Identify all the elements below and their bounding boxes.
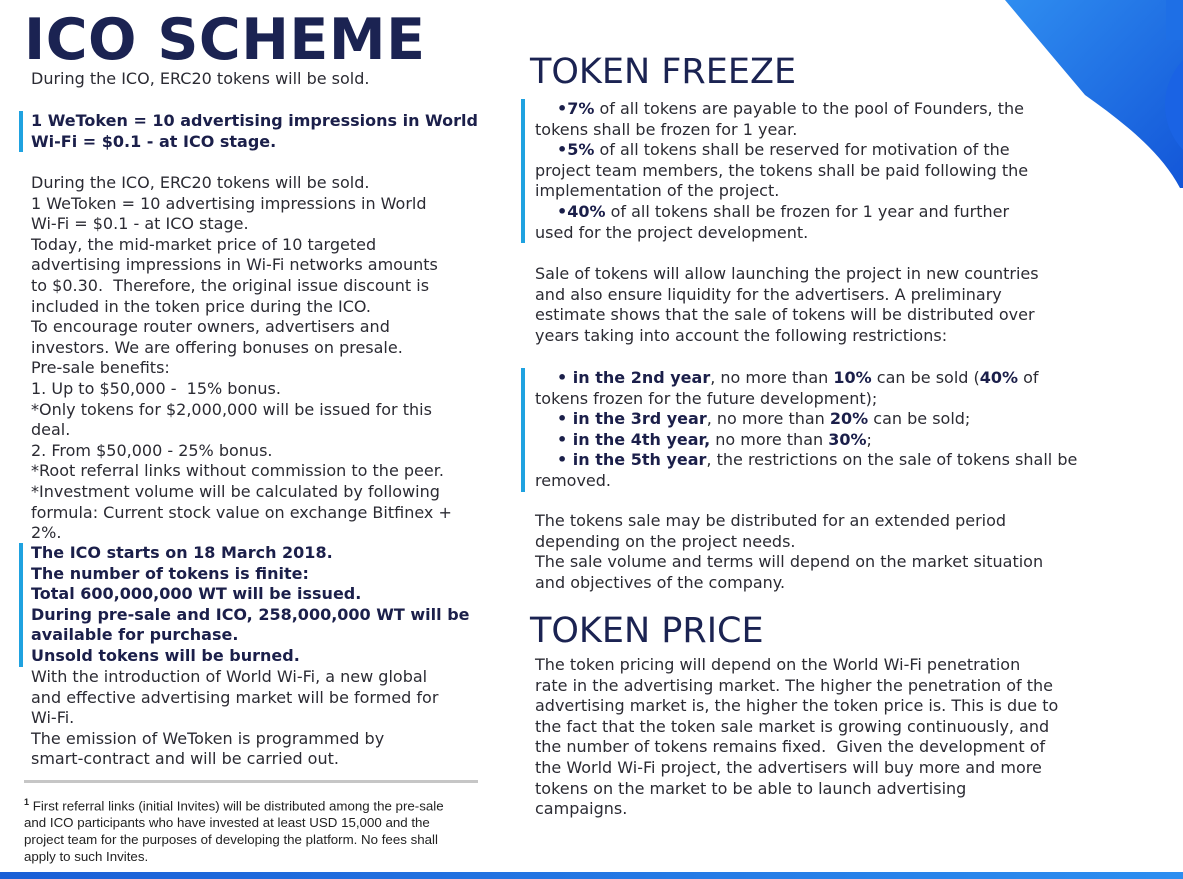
price-line: The token pricing will depend on the World Wi-Fi penetration [535,655,1021,674]
footnote-line: First referral links (initial Invites) will be distributed among the pre-sale [32,798,444,814]
restriction-text: ; [866,429,872,449]
freeze-list [521,99,1135,243]
ico-key-facts [19,543,501,667]
price-line: campaigns. [535,799,628,819]
body-line: to $0.30. Therefore, the original issue discount is [31,275,430,295]
body-line: Pre-sale benefits: [31,358,170,378]
restriction-year: • in the 4th year, [557,429,711,449]
restriction-text: tokens frozen for the future development); [535,388,878,408]
body-line: *Only tokens for $2,000,000 will be issued for this [31,399,432,419]
fact-line: Unsold tokens will be burned. [31,645,300,665]
restriction-pct: 30% [828,429,867,449]
price-line: the number of tokens remains fixed. Given the development of [535,737,1046,757]
closing-line: With the introduction of World Wi-Fi, a new global [31,667,428,686]
token-price-title: TOKEN PRICE [530,611,764,651]
body-line: formula: Current stock value on exchange Bitfinex + [31,502,452,522]
extended-line: and objectives of the company. [535,572,786,592]
body-line: 2. From $50,000 - 25% bonus. [31,440,273,460]
body-line: Today, the mid-market price of 10 targeted [31,234,377,254]
body-line: investors. We are offering bonuses on presale. [31,337,403,357]
freeze-text: implementation of the project. [535,181,780,201]
token-freeze-title: TOKEN FREEZE [530,52,797,92]
extended-line: The sale volume and terms will depend on the market situation [535,552,1044,572]
sale-line: years taking into account the following restrictions: [535,325,948,345]
closing-line: Wi-Fi. [31,708,75,728]
fact-line: available for purchase. [31,625,239,645]
restriction-year: • in the 2nd year [557,368,711,387]
restriction-pct: 40% [979,368,1019,387]
extended-line: The tokens sale may be distributed for an extended period [535,511,1007,530]
body-line: included in the token price during the ICO. [31,296,371,316]
restriction-text: , no more than [710,368,834,387]
ico-body [31,173,501,544]
freeze-text: of all tokens are payable to the pool of Founders, the [594,99,1024,118]
extended-paragraph [535,511,1135,593]
body-line: *Root referral links without commission to the peer. [31,461,444,481]
freeze-text: of all tokens shall be reserved for motivation of the [594,140,1010,160]
freeze-pct: •7% [557,99,595,118]
token-price-paragraph [535,655,1135,820]
ico-closing [31,667,501,770]
highlight-line: Wi-Fi = $0.1 - at ICO stage. [31,131,277,151]
body-line: advertising impressions in Wi-Fi networks amounts [31,255,438,275]
freeze-text: of all tokens shall be frozen for 1 year and further [605,201,1010,221]
wetoken-highlight [19,111,478,152]
price-line: the fact that the token sale market is growing continuously, and [535,716,1050,736]
price-line: tokens on the market to be able to launch advertising [535,778,967,798]
fact-line: During pre-sale and ICO, 258,000,000 WT will be [31,604,470,624]
freeze-pct: •40% [557,201,606,221]
restriction-text: can be sold ( [871,368,980,387]
restriction-item [535,409,1135,430]
fact-line: The ICO starts on 18 March 2018. [31,543,333,562]
sale-restrictions [521,368,1135,492]
fact-line: The number of tokens is finite: [31,563,309,583]
body-line: During the ICO, ERC20 tokens will be sold. [31,173,370,192]
sale-line: and also ensure liquidity for the advertisers. A preliminary [535,284,1002,304]
restriction-text: , no more than [706,409,830,429]
footnote-mark: 1 [24,797,30,807]
ico-scheme-title: ICO SCHEME [24,7,426,73]
restriction-text: removed. [535,470,611,490]
restriction-pct: 20% [829,409,869,429]
footnote-line: apply to such Invites. [24,849,149,865]
body-line: Wi-Fi = $0.1 - at ICO stage. [31,214,249,234]
body-line: deal. [31,420,71,440]
body-line: 1 WeToken = 10 advertising impressions in World [31,193,427,213]
sale-line: estimate shows that the sale of tokens will be distributed over [535,305,1035,325]
restriction-year: • in the 3rd year [557,409,707,429]
bottom-bar [0,872,1183,879]
restriction-item [535,368,1135,389]
closing-line: The emission of WeToken is programmed by [31,728,385,748]
ico-intro: During the ICO, ERC20 tokens will be sold. [31,69,370,88]
sale-line: Sale of tokens will allow launching the project in new countries [535,264,1039,283]
restriction-text: , the restrictions on the sale of tokens shall be [706,450,1078,470]
price-line: rate in the advertising market. The higher the penetration of the [535,675,1054,695]
freeze-text: project team members, the tokens shall be paid following the [535,160,1029,180]
body-line: *Investment volume will be calculated by following [31,481,440,501]
freeze-item [535,202,1135,223]
restriction-text: of [1018,368,1039,387]
restriction-pct: 10% [833,368,872,387]
closing-line: and effective advertising market will be formed for [31,687,439,707]
freeze-item [535,140,1135,161]
body-line: 2%. [31,523,62,543]
footnote [24,794,494,865]
freeze-pct: •5% [557,140,595,160]
footnote-line: project team for the purposes of developing the platform. No fees shall [24,832,438,848]
extended-line: depending on the project needs. [535,531,796,551]
footnote-divider [24,780,478,783]
freeze-text: tokens shall be frozen for 1 year. [535,119,798,139]
freeze-item [535,99,1135,120]
restriction-item [535,430,1135,451]
restriction-text: can be sold; [868,409,971,429]
restriction-item [535,450,1135,471]
footnote-line: and ICO participants who have invested at least USD 15,000 and the [24,815,430,831]
body-line: 1. Up to $50,000 - 15% bonus. [31,378,281,398]
restriction-text: no more than [710,429,829,449]
price-line: advertising market is, the higher the token price is. This is due to [535,696,1059,716]
price-line: the World Wi-Fi project, the advertisers will buy more and more [535,757,1042,777]
highlight-line: 1 WeToken = 10 advertising impressions in World [31,111,478,130]
closing-line: smart-contract and will be carried out. [31,749,339,769]
sale-paragraph [535,264,1135,346]
fact-line: Total 600,000,000 WT will be issued. [31,584,362,604]
freeze-text: used for the project development. [535,222,809,242]
restriction-year: • in the 5th year [557,450,707,470]
body-line: To encourage router owners, advertisers and [31,317,390,337]
